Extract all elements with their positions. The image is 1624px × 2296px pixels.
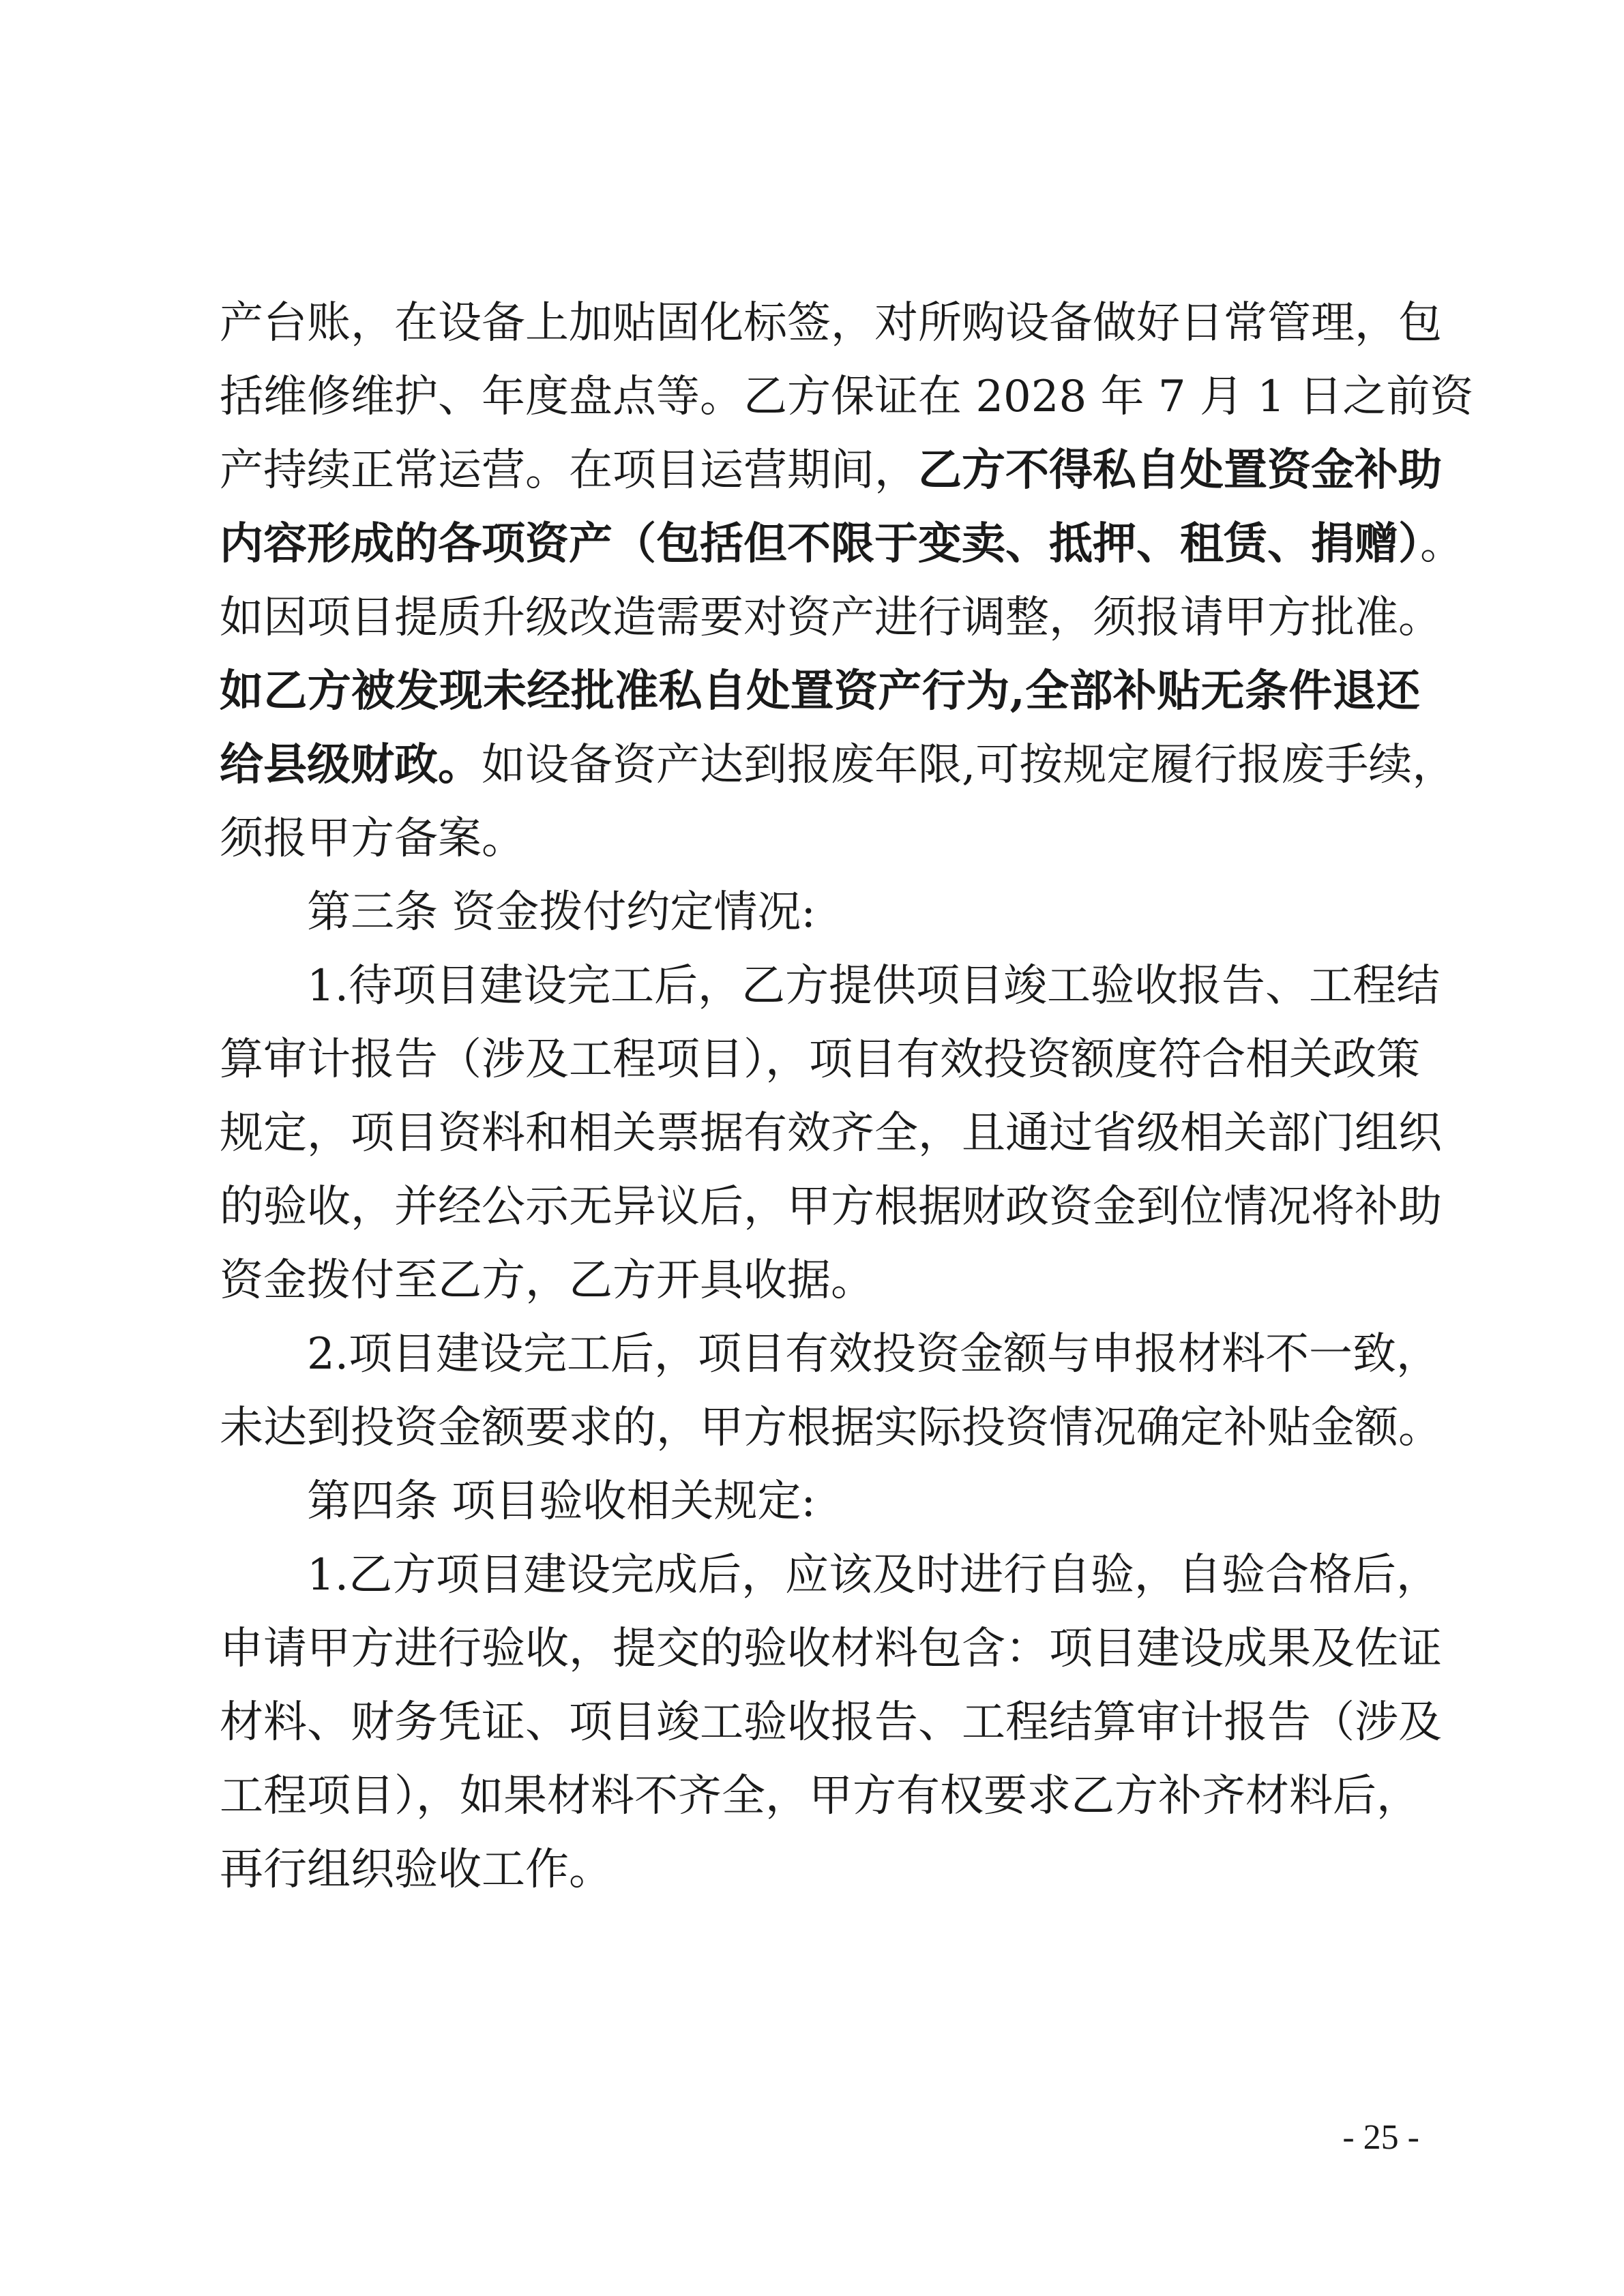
bold-clause-text: 给县级财政。 <box>220 739 482 790</box>
article-heading <box>220 876 1420 949</box>
paragraph-line <box>220 728 1456 802</box>
body-text: 产持续正常运营。在项目运营期间， <box>220 445 918 496</box>
paragraph-line <box>220 1023 1420 1097</box>
paragraph-line <box>220 655 1420 728</box>
body-text: 如设备资产达到报废年限,可按规定履行报废手续， <box>482 740 1456 790</box>
paragraph-line <box>220 1170 1442 1244</box>
article-three-heading: 第三条 资金拨付约定情况: <box>307 887 816 938</box>
paragraph-line <box>220 507 1464 581</box>
body-text: 申请甲方进行验收，提交的验收材料包含：项目建设成果及佐证 <box>220 1624 1442 1674</box>
article-four-heading: 第四条 项目验收相关规定: <box>307 1476 816 1527</box>
page-number: - 25 - <box>1342 2118 1419 2157</box>
paragraph-line <box>220 1833 1420 1907</box>
body-text: 1.乙方项目建设完成后，应该及时进行自验，自验合格后， <box>307 1550 1441 1600</box>
article-heading <box>220 1465 1420 1538</box>
body-text: 的验收，并经公示无异议后，甲方根据财政资金到位情况将补助 <box>220 1182 1442 1232</box>
paragraph-line <box>220 1317 1441 1391</box>
paragraph-line <box>220 286 1442 360</box>
body-text: 未达到投资金额要求的，甲方根据实际投资情况确定补贴金额。 <box>220 1403 1442 1453</box>
paragraph-line <box>220 1097 1442 1170</box>
paragraph-line <box>220 581 1442 655</box>
body-text: 1.待项目建设完工后，乙方提供项目竣工验收报告、工程结 <box>307 961 1441 1011</box>
paragraph-line <box>220 802 1420 876</box>
document-body <box>220 286 1474 1907</box>
paragraph-line <box>220 1686 1442 1759</box>
paragraph-line <box>220 1538 1441 1612</box>
body-text: 规定，项目资料和相关票据有效齐全，且通过省级相关部门组织 <box>220 1108 1442 1159</box>
body-text: 算审计报告（涉及工程项目），项目有效投资额度符合相关政策 <box>220 1034 1420 1085</box>
body-text: 。 <box>1420 519 1464 569</box>
body-text: 括维修维护、年度盘点等。乙方保证在 2028 年 7 月 1 日之前资 <box>220 372 1474 422</box>
body-text: 须报甲方备案。 <box>220 814 525 864</box>
body-text: 2.项目建设完工后，项目有效投资金额与申报材料不一致， <box>307 1329 1441 1380</box>
paragraph-line <box>220 360 1474 434</box>
body-text: 再行组织验收工作。 <box>220 1845 612 1895</box>
paragraph-line <box>220 1244 1420 1317</box>
bold-clause-text: 如乙方被发现未经批准私自处置资产行为,全部补贴无条件退还 <box>220 666 1420 717</box>
body-text: 如因项目提质升级改造需要对资产进行调整，须报请甲方批准。 <box>220 593 1442 643</box>
paragraph-line <box>220 1612 1442 1686</box>
body-text: 材料、财务凭证、项目竣工验收报告、工程结算审计报告（涉及 <box>220 1697 1442 1748</box>
paragraph-line <box>220 1391 1442 1465</box>
bold-clause-text: 内容形成的各项资产（包括但不限于变卖、抵押、租赁、捐赠） <box>220 518 1420 569</box>
bold-clause-text: 乙方不得私自处置资金补助 <box>918 445 1442 496</box>
paragraph-line <box>220 949 1441 1023</box>
paragraph-line <box>220 434 1442 507</box>
body-text: 产台账，在设备上加贴固化标签，对所购设备做好日常管理，包 <box>220 298 1442 348</box>
paragraph-line <box>220 1759 1420 1833</box>
body-text: 资金拨付至乙方，乙方开具收据。 <box>220 1255 874 1306</box>
body-text: 工程项目），如果材料不齐全，甲方有权要求乙方补齐材料后， <box>220 1771 1420 1821</box>
